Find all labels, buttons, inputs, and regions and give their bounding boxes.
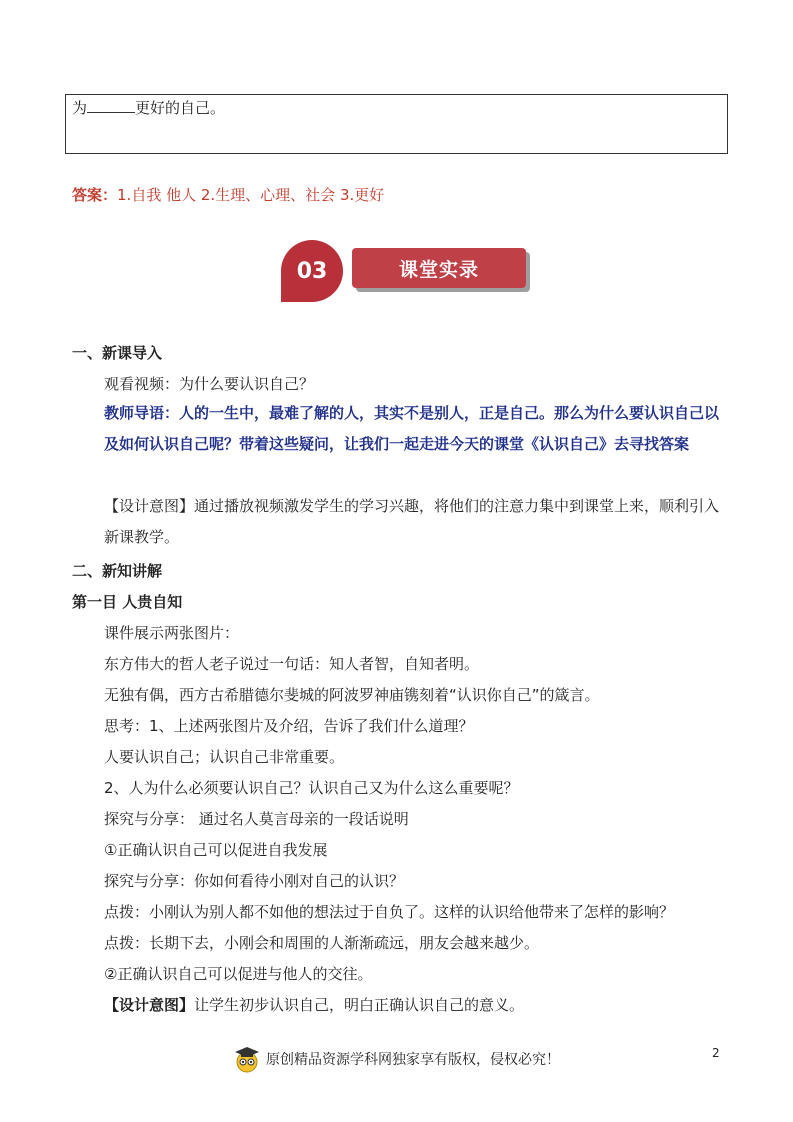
line-answer-1: 人要认识自己；认识自己非常重要。 (104, 748, 345, 766)
line-explore-1: 探究与分享： 通过名人莫言母亲的一段话说明 (104, 810, 409, 828)
box-prefix: 为 (72, 99, 88, 117)
line-think-1: 思考：1、上述两张图片及介绍，告诉了我们什么道理？ (104, 717, 474, 735)
line-point-1: ①正确认识自己可以促进自我发展 (104, 841, 328, 859)
scholar-mascot-icon (232, 1044, 262, 1074)
teacher-intro-text: 教师导语：人的一生中，最难了解的人，其实不是别人，正是自己。那么为什么要认识自己以及如何认识自己呢？带着这些疑问，让我们一起走进今天的课堂《认识自己》去寻找答案 (104, 404, 720, 453)
design-text: 通过播放视频激发学生的学习兴趣，将他们的注意力集中到课堂上来，顺利引入新课教学。 (104, 497, 720, 546)
line-hint-2: 点拨：长期下去，小刚会和周围的人渐渐疏远，朋友会越来越少。 (104, 934, 540, 952)
line-hint-1: 点拨：小刚认为别人都不如他的想法过于自负了。这样的认识给他带来了怎样的影响？ (104, 903, 675, 921)
box-suffix: 更好的自己。 (135, 99, 226, 117)
section-title: 课堂实录 (352, 248, 526, 288)
line-apollo: 无独有偶，西方古希腊德尔斐城的阿波罗神庙镌刻着“认识你自己”的箴言。 (104, 686, 600, 704)
line-watch-video: 观看视频：为什么要认识自己？ (104, 375, 315, 393)
heading-new-knowledge: 二、新知讲解 (72, 562, 163, 580)
answer-text: 1.自我 他人 2.生理、心理、社会 3.更好 (117, 186, 385, 204)
answer-box (65, 94, 728, 154)
teacher-intro (72, 398, 728, 460)
fill-blank (87, 98, 135, 113)
footer (232, 1044, 562, 1074)
answer-label: 答案： (72, 186, 118, 204)
design-label: 【设计意图】 (104, 497, 195, 515)
design-intent-1 (72, 491, 728, 553)
line-laozi: 东方伟大的哲人老子说过一句话：知人者智，自知者明。 (104, 655, 480, 673)
line-explore-2: 探究与分享：你如何看待小刚对自己的认识？ (104, 872, 405, 890)
section-number: 03 (281, 240, 343, 302)
design2-label: 【设计意图】 (104, 996, 195, 1014)
design2-text: 让学生初步认识自己，明白正确认识自己的意义。 (194, 996, 525, 1014)
line-think-2: 2、人为什么必须要认识自己？认识自己又为什么这么重要呢？ (104, 779, 519, 797)
box-text (72, 97, 225, 118)
answer-line (72, 184, 384, 205)
design-intent-2 (104, 994, 764, 1016)
heading-new-lesson: 一、新课导入 (72, 344, 163, 362)
page-number: 2 (712, 1046, 720, 1060)
copyright-text: 原创精品资源学科网独家享有版权，侵权必究！ (266, 1052, 560, 1068)
heading-section-1: 第一目 人贵自知 (72, 593, 183, 611)
line-show-pictures: 课件展示两张图片： (104, 624, 240, 642)
line-point-2: ②正确认识自己可以促进与他人的交往。 (104, 965, 373, 983)
